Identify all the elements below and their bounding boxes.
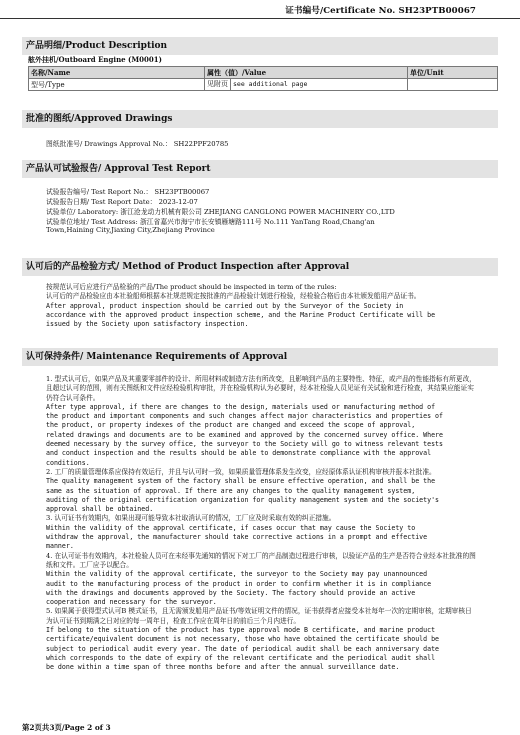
item-1-cn: 1. 型式认可后，如果产品及其重要零部件的设计、所用材料或制造方法有所改变，且影响到产品的主要特性、特征，或产品的性能指标有所更改，且超过认可的范围，则有关图纸和文件应经检验机构审批，并在检验机构认为必要时，经本社检验人员见证有关试验和进行检查，其结果应能证实仍符合认可条件。 [46,375,476,402]
inspection-cn-line: 认可后的产品检验应由本社验船师根据本社规范规定按批准的产品检验计划进行检验，经检验合格后由本社颁发船用产品证书。 [46,292,421,301]
item-2-en: auditing of the original certification organization for quality management system and the society's [46,495,440,504]
item-5-en: If belong to the situation of the product has type approval mode B certificate, and marine product [46,626,436,635]
item-1-en: the product and important components and such changes affect major characteristics and properties of [46,412,443,421]
laboratory: 试验单位/ Laboratory: 浙江沧龙动力机械有限公司 ZHEJIANG CANGLONG POWER MACHINERY CO.,LTD [46,208,395,216]
item-1-en: and conduct inspection and the results should be able to demonstrate compliance with the approval [46,449,432,458]
item-2-en: approval shall be obtained. [46,505,154,514]
item-2-en: same as the situation of approval. If there are any changes to the quality management system, [46,486,416,495]
item-1-en: conditions. [46,458,90,467]
item-5-en: certificate/equivalent document is not necessary, those who have obtained the certificate should be [46,635,440,644]
item-3-en: manner. [46,542,74,551]
item-5-en: which corresponds to the date of expiry of the relevant certificate and the periodical audit shall [46,653,436,662]
item-5-en: subject to periodical audit every year. The date of periodical audit shall be each anniversary date [46,644,440,653]
item-4-en: cooperation and necessary for the surveyor. [46,598,217,607]
inspection-en-line: issued by the Society upon satisfactory inspection. [46,320,249,329]
item-3-cn: 3. 认可证书有效期内，如果出现可能导致本社取消认可的情况，工厂应及时采取有效的纠正措施。 [46,514,336,523]
page-number: 第2页共3页/Page 2 of 3 [22,723,111,732]
cell-name: 型号/Type [29,79,205,91]
item-4-en: Within the validity of the approval certificate, the surveyor to the Society may pay unannounced [46,570,428,579]
item-1-en: deemed necessary by the survey office, the surveyor to the Society will go to witness relevant tests [46,440,443,449]
item-5-cn: 5. 如果属于获得型式认可B 模式证书，且无需颁发船用产品证书/等效证明文件的情况，证书获得者应接受本社每年一次的定期审核，定期审核日为认可证书到期满之日对应的每一周年日，检查工作应在周年日的前后三个月内进行。 [46,607,472,625]
certificate-number: 证书编号/Certificate No. SH23PTB00067 [285,6,476,16]
test-report-no: 试验报告编号/ Test Report No.： SH23PTB00067 [46,188,210,196]
cell-value [205,79,408,91]
inspection-en-line: accordance with the approved product inspection scheme, and the Marine Product Certificate will be [46,310,436,319]
cell-value-prefix: 见附页 [205,79,231,90]
item-2-en: The quality management system of the factory shall be ensure effective operation, and shall be the [46,477,436,486]
item-3-en: Within the validity of the approval certificate, if cases occur that may cause the Society to [46,523,416,532]
inspection-cn-line: 按规范认可后应进行产品检验的产品/The product should be inspected in term of the rules: [46,283,337,291]
product-table [28,66,498,91]
section-title-approved-drawings: 批准的图纸/Approved Drawings [22,110,498,128]
drawings-approval-no: 图纸批准号/ Drawings Approval No.： SH22PPF20785 [46,140,229,148]
maintenance-text [46,375,476,673]
item-4-en: with the drawings and documents approved by the Society. The factory should provide an active [46,588,416,597]
column-header-unit: 单位/Unit [408,67,498,79]
test-report-date: 试验报告日期/ Test Report Date： 2023-12-07 [46,198,198,206]
item-4-cn: 4. 在认可证书有效期内，本社检验人员可在未经事先通知的情况下对工厂的产品制造过程进行审核，以验证产品的生产是否符合业经本社批准的图纸和文件。工厂应予以配合。 [46,551,476,569]
table-row [29,79,498,91]
item-4-en: audit to the manufacturing process of the product in order to confirm whether it is in compliance [46,579,432,588]
header-divider [0,18,520,19]
section-title-product-description: 产品明细/Product Description [22,37,498,55]
inspection-method-text [46,283,476,329]
item-1-en: After type approval, if there are changes to the design, materials used or manufacturing method of [46,402,436,411]
item-1-en: related drawings and documents are to be examined and approved by the concerned survey office. Where [46,430,443,439]
item-2-cn: 2. 工厂的质量管理体系应保持有效运行，并且与认可时一致，如果质量管理体系发生改变，应经原体系认证机构审核并报本社批准。 [46,467,436,476]
cell-unit [408,79,498,91]
item-5-en: be done within a time span of three months before and after the annual surveillance date. [46,663,400,672]
item-3-en: withdraw the approval, the manufacturer should take corrective actions in a prompt and effective [46,533,428,542]
section-title-maintenance: 认可保持条件/ Maintenance Requirements of Approval [22,348,498,366]
section-title-test-report: 产品认可试验报告/ Approval Test Report [22,160,498,178]
column-header-value: 属性（值）/Value [205,67,408,79]
test-address-continued: Town,Haining City,Jiaxing City,Zhejiang Province [46,226,215,234]
section-title-inspection-method: 认可后的产品检验方式/ Method of Product Inspection after Approval [22,258,498,276]
test-address: 试验单位地址/ Test Address: 浙江省嘉兴市海宁市长安镇雁塘路111号 No.111 YanTang Road,Chang'an [46,218,375,226]
table-header-row [29,67,498,79]
cell-value-text: see additional page [233,80,308,88]
column-header-name: 名称/Name [29,67,205,79]
item-1-en: the product, or property indexes of the product are changed and exceed the scope of approval, [46,421,416,430]
inspection-en-line: After approval, product inspection should be carried out by the Surveyor of the Society in [46,301,404,310]
product-subtitle: 舷外挂机/Outboard Engine (M0001) [28,55,162,64]
